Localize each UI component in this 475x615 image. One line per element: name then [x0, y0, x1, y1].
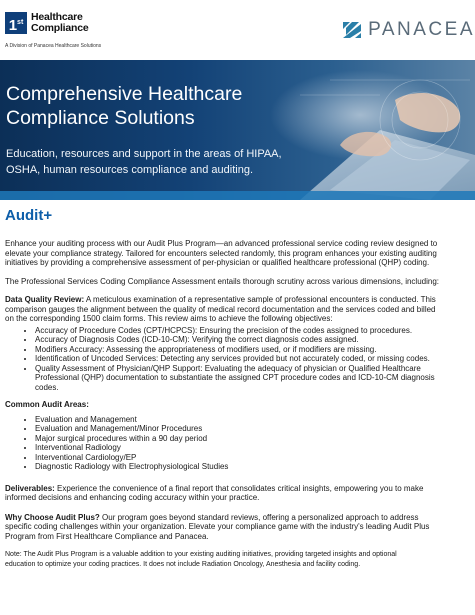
qa-line: codes.	[35, 382, 59, 392]
note-paragraph	[5, 550, 475, 569]
page-header	[0, 0, 475, 60]
hero-image-laptop-hands	[0, 60, 475, 200]
list-item: • Evaluation and Management	[35, 415, 475, 425]
list-item: • Evaluation and Management/Minor Procedures	[35, 424, 475, 434]
note-text: education to optimize your coding practices. It does not include Radiation Oncology, Anesthesia and facility coding.	[5, 560, 361, 568]
intro-line: elevate your compliance strategy. Tailored for encounters selected randomly, this program enhances your existing auditing	[5, 248, 437, 258]
deliverables-text: Experience the convenience of a final report that consolidates critical insights, empowering you to make	[54, 483, 424, 493]
logo-name-line1: Healthcare	[31, 11, 83, 23]
data-quality-text: comparison gauges the alignment between the quality of medical record documentation and the services coded and billed	[5, 304, 436, 314]
list-item	[35, 364, 475, 393]
logo-name	[31, 12, 89, 34]
intro-paragraph	[5, 239, 475, 268]
why-label: Why Choose Audit Plus?	[5, 512, 100, 522]
list-item: • Accuracy of Diagnosis Codes (ICD-10-CM): Verifying the correct diagnosis codes assigned.	[35, 335, 475, 345]
banner-title: Comprehensive Healthcare Compliance Solutions	[6, 83, 243, 129]
banner-accent-strip	[0, 191, 475, 200]
list-item: • Identification of Uncoded Services: Detecting any services provided but not accurately coded, or missing codes.	[35, 354, 475, 364]
list-item: • Diagnostic Radiology with Electrophysiological Studies	[35, 462, 475, 472]
qa-line: • Quality Assessment of Physician/QHP Support: Evaluating the adequacy of physician or Qualified Healthcare	[35, 363, 421, 373]
data-quality-section	[5, 295, 475, 392]
first-healthcare-compliance-logo[interactable]	[5, 10, 115, 52]
note-text: Note: The Audit Plus Program is a valuable addition to your existing auditing initiatives, providing targeted insights and optional	[5, 551, 397, 558]
list-item: • Interventional Radiology	[35, 443, 475, 453]
deliverables-paragraph	[5, 484, 475, 503]
list-item: • Modifiers Accuracy: Assessing the appropriateness of modifiers used, or if modifiers are missing.	[35, 345, 475, 355]
panacea-mark-icon	[341, 20, 363, 40]
intro-line: initiatives by providing a comprehensive assessment of per-physician or qualified healthcare professional (QHP) coding.	[5, 258, 430, 267]
qa-line: Professional (QHP) documentation to substantiate the assigned CPT procedure codes and ICD-10-CM diagnosis	[35, 373, 435, 382]
deliverables-text: informed decisions and enhancing coding accuracy within your practice.	[5, 493, 260, 502]
list-item: • Accuracy of Procedure Codes (CPT/HCPCS): Ensuring the precision of the codes assigned to procedures.	[35, 326, 475, 336]
why-text: Our program goes beyond standard reviews, offering a personalized approach to address	[99, 512, 419, 522]
why-paragraph	[5, 513, 475, 542]
logo-badge: 1st	[5, 12, 27, 34]
why-text: Program from First Healthcare Compliance and Panacea.	[5, 531, 209, 541]
deliverables-label: Deliverables:	[5, 483, 55, 493]
logo-tagline: A Division of Panacea Healthcare Solutions	[5, 43, 102, 49]
list-item: • Interventional Cardiology/EP	[35, 453, 475, 463]
audit-areas-list	[5, 415, 475, 472]
intro-line: Enhance your auditing process with our Audit Plus Program—an advanced professional service coding review designed to	[5, 239, 438, 248]
objectives-list	[5, 326, 475, 393]
banner-subtitle: Education, resources and support in the areas of HIPAA, OSHA, human resources compliance and auditing.	[6, 148, 282, 176]
main-content	[5, 203, 475, 569]
logo-name-line2: Compliance	[31, 22, 89, 34]
page-title: Audit+	[5, 207, 53, 224]
data-quality-text: on the corresponding 1500 claim forms. This review aims to achieve the following objectives:	[5, 314, 333, 323]
data-quality-label: Data Quality Review:	[5, 295, 85, 304]
hero-banner	[0, 60, 475, 200]
assessment-paragraph: The Professional Services Coding Compliance Assessment entails thorough scrutiny across various dimensions, including:	[5, 276, 439, 286]
audit-areas-heading: Common Audit Areas:	[5, 400, 89, 409]
list-item: • Major surgical procedures within a 90 day period	[35, 434, 475, 444]
data-quality-text: A meticulous examination of a representative sample of professional encounters is conducted. This	[84, 295, 436, 304]
panacea-wordmark: PANACEA	[368, 19, 475, 40]
panacea-logo[interactable]	[341, 18, 475, 42]
why-text: specific coding challenges within your organization. Elevate your compliance game with the industry's leading Audit Plus	[5, 522, 430, 531]
